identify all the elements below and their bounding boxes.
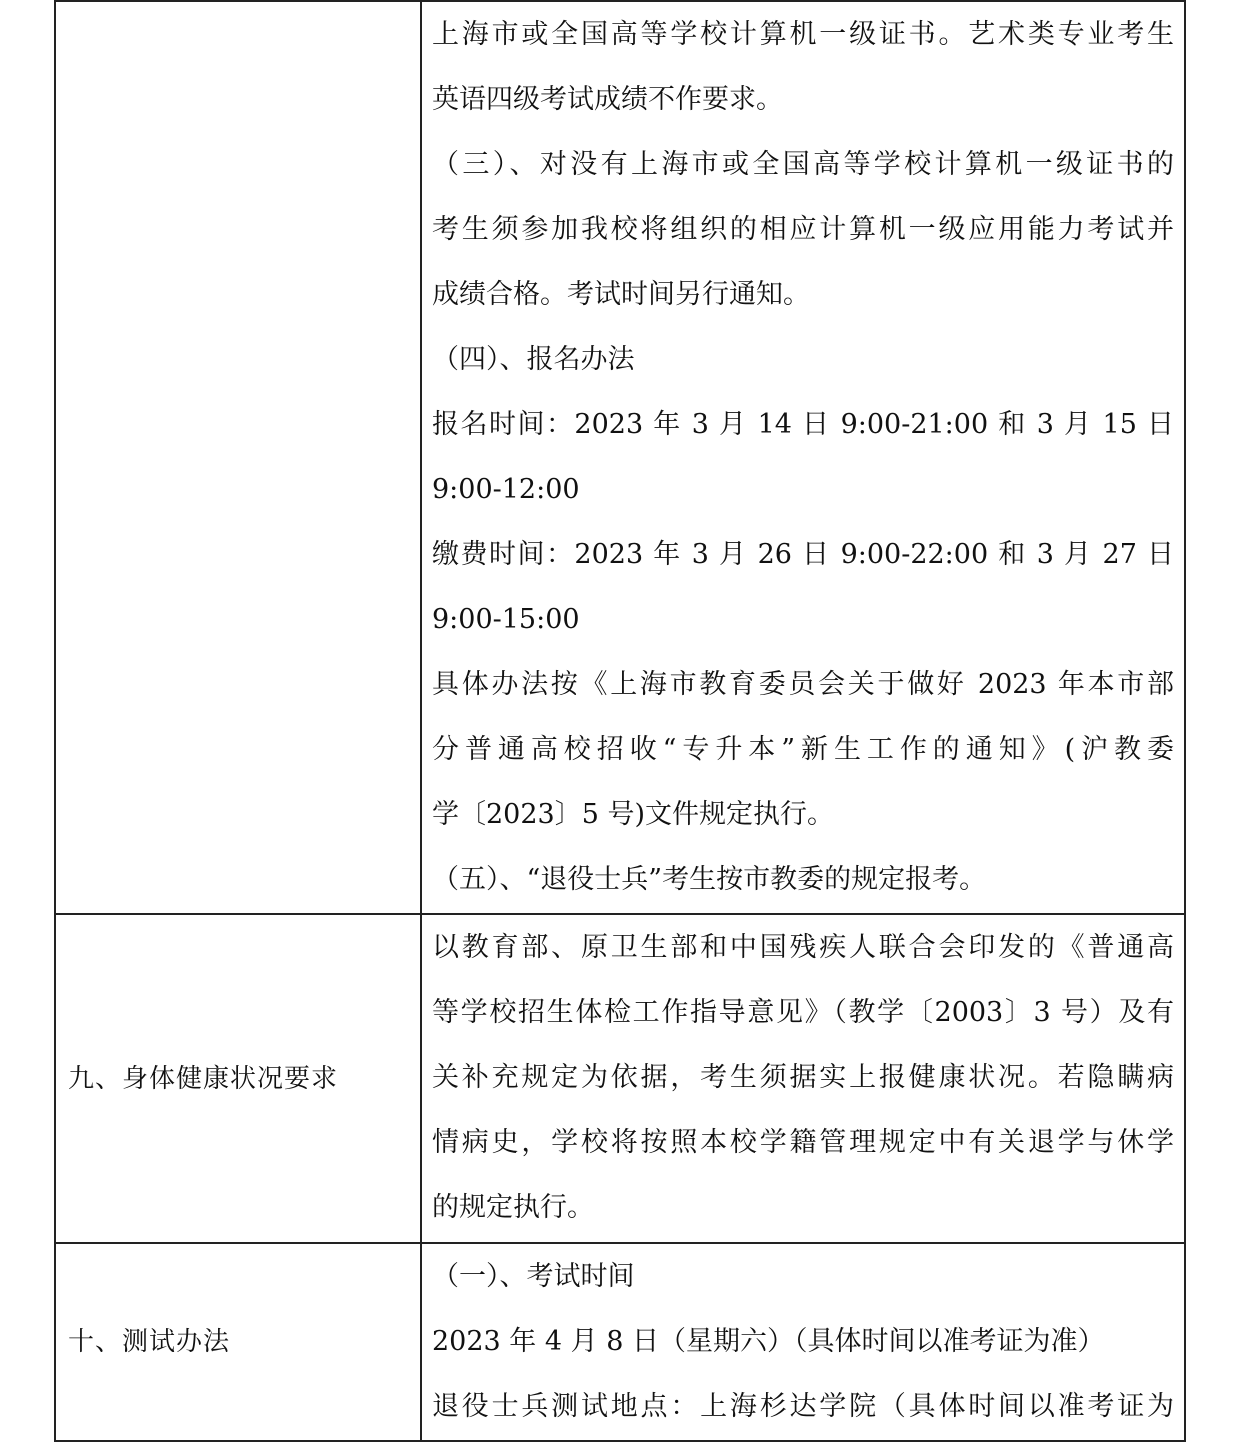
text-line: 缴费时间：2023 年 3 月 26 日 9:00-22:00 和 3 月 27 日 <box>432 539 1174 570</box>
table-row <box>55 914 1185 1243</box>
text-line: 学〔2023〕5 号)文件规定执行。 <box>432 799 835 830</box>
text-line: 9:00-12:00 <box>432 474 580 505</box>
text-line: 具体办法按《上海市教育委员会关于做好 2023 年本市部 <box>432 669 1174 700</box>
text-line: 报名时间：2023 年 3 月 14 日 9:00-21:00 和 3 月 15 日 <box>432 409 1174 440</box>
row-label-cell <box>55 914 421 1243</box>
text-line: 以教育部、原卫生部和中国残疾人联合会印发的《普通高 <box>432 932 1174 963</box>
text-line: 的规定执行。 <box>432 1192 594 1223</box>
text-line: 考生须参加我校将组织的相应计算机一级应用能力考试并 <box>432 214 1174 245</box>
row-label: 九、身体健康状况要求 <box>68 1063 339 1094</box>
text-line: （三）、对没有上海市或全国高等学校计算机一级证书的 <box>432 149 1174 180</box>
table-row <box>55 1 1185 914</box>
text-line: 2023 年 4 月 8 日（星期六）（具体时间以准考证为准） <box>432 1326 1105 1357</box>
text-line: 9:00-15:00 <box>432 604 580 635</box>
text-line: 上海市或全国高等学校计算机一级证书。艺术类专业考生 <box>432 19 1174 50</box>
row-label: 十、测试办法 <box>68 1327 231 1357</box>
text-line: 退役士兵测试地点：上海杉达学院（具体时间以准考证为 <box>432 1391 1174 1422</box>
text-line: （一）、考试时间 <box>432 1261 635 1292</box>
text-line: （五）、“退役士兵”考生按市教委的规定报考。 <box>432 864 987 895</box>
row-label-cell <box>55 1243 421 1441</box>
table-row <box>55 1243 1185 1441</box>
row-content-cell <box>421 914 1185 1243</box>
row-content-cell <box>421 1243 1185 1441</box>
text-line: 分普通高校招收“专升本”新生工作的通知》(沪教委 <box>432 734 1174 765</box>
row-label-cell <box>55 1 421 914</box>
text-line: 成绩合格。考试时间另行通知。 <box>432 279 810 310</box>
text-line: （四）、报名办法 <box>432 344 635 375</box>
text-line: 情病史，学校将按照本校学籍管理规定中有关退学与休学 <box>432 1127 1174 1158</box>
text-line: 英语四级考试成绩不作要求。 <box>432 84 783 115</box>
policy-table <box>54 0 1186 1442</box>
text-line: 关补充规定为依据，考生须据实上报健康状况。若隐瞒病 <box>432 1062 1174 1093</box>
text-line: 等学校招生体检工作指导意见》（教学〔2003〕3 号）及有 <box>432 997 1174 1028</box>
row-content-cell <box>421 1 1185 914</box>
